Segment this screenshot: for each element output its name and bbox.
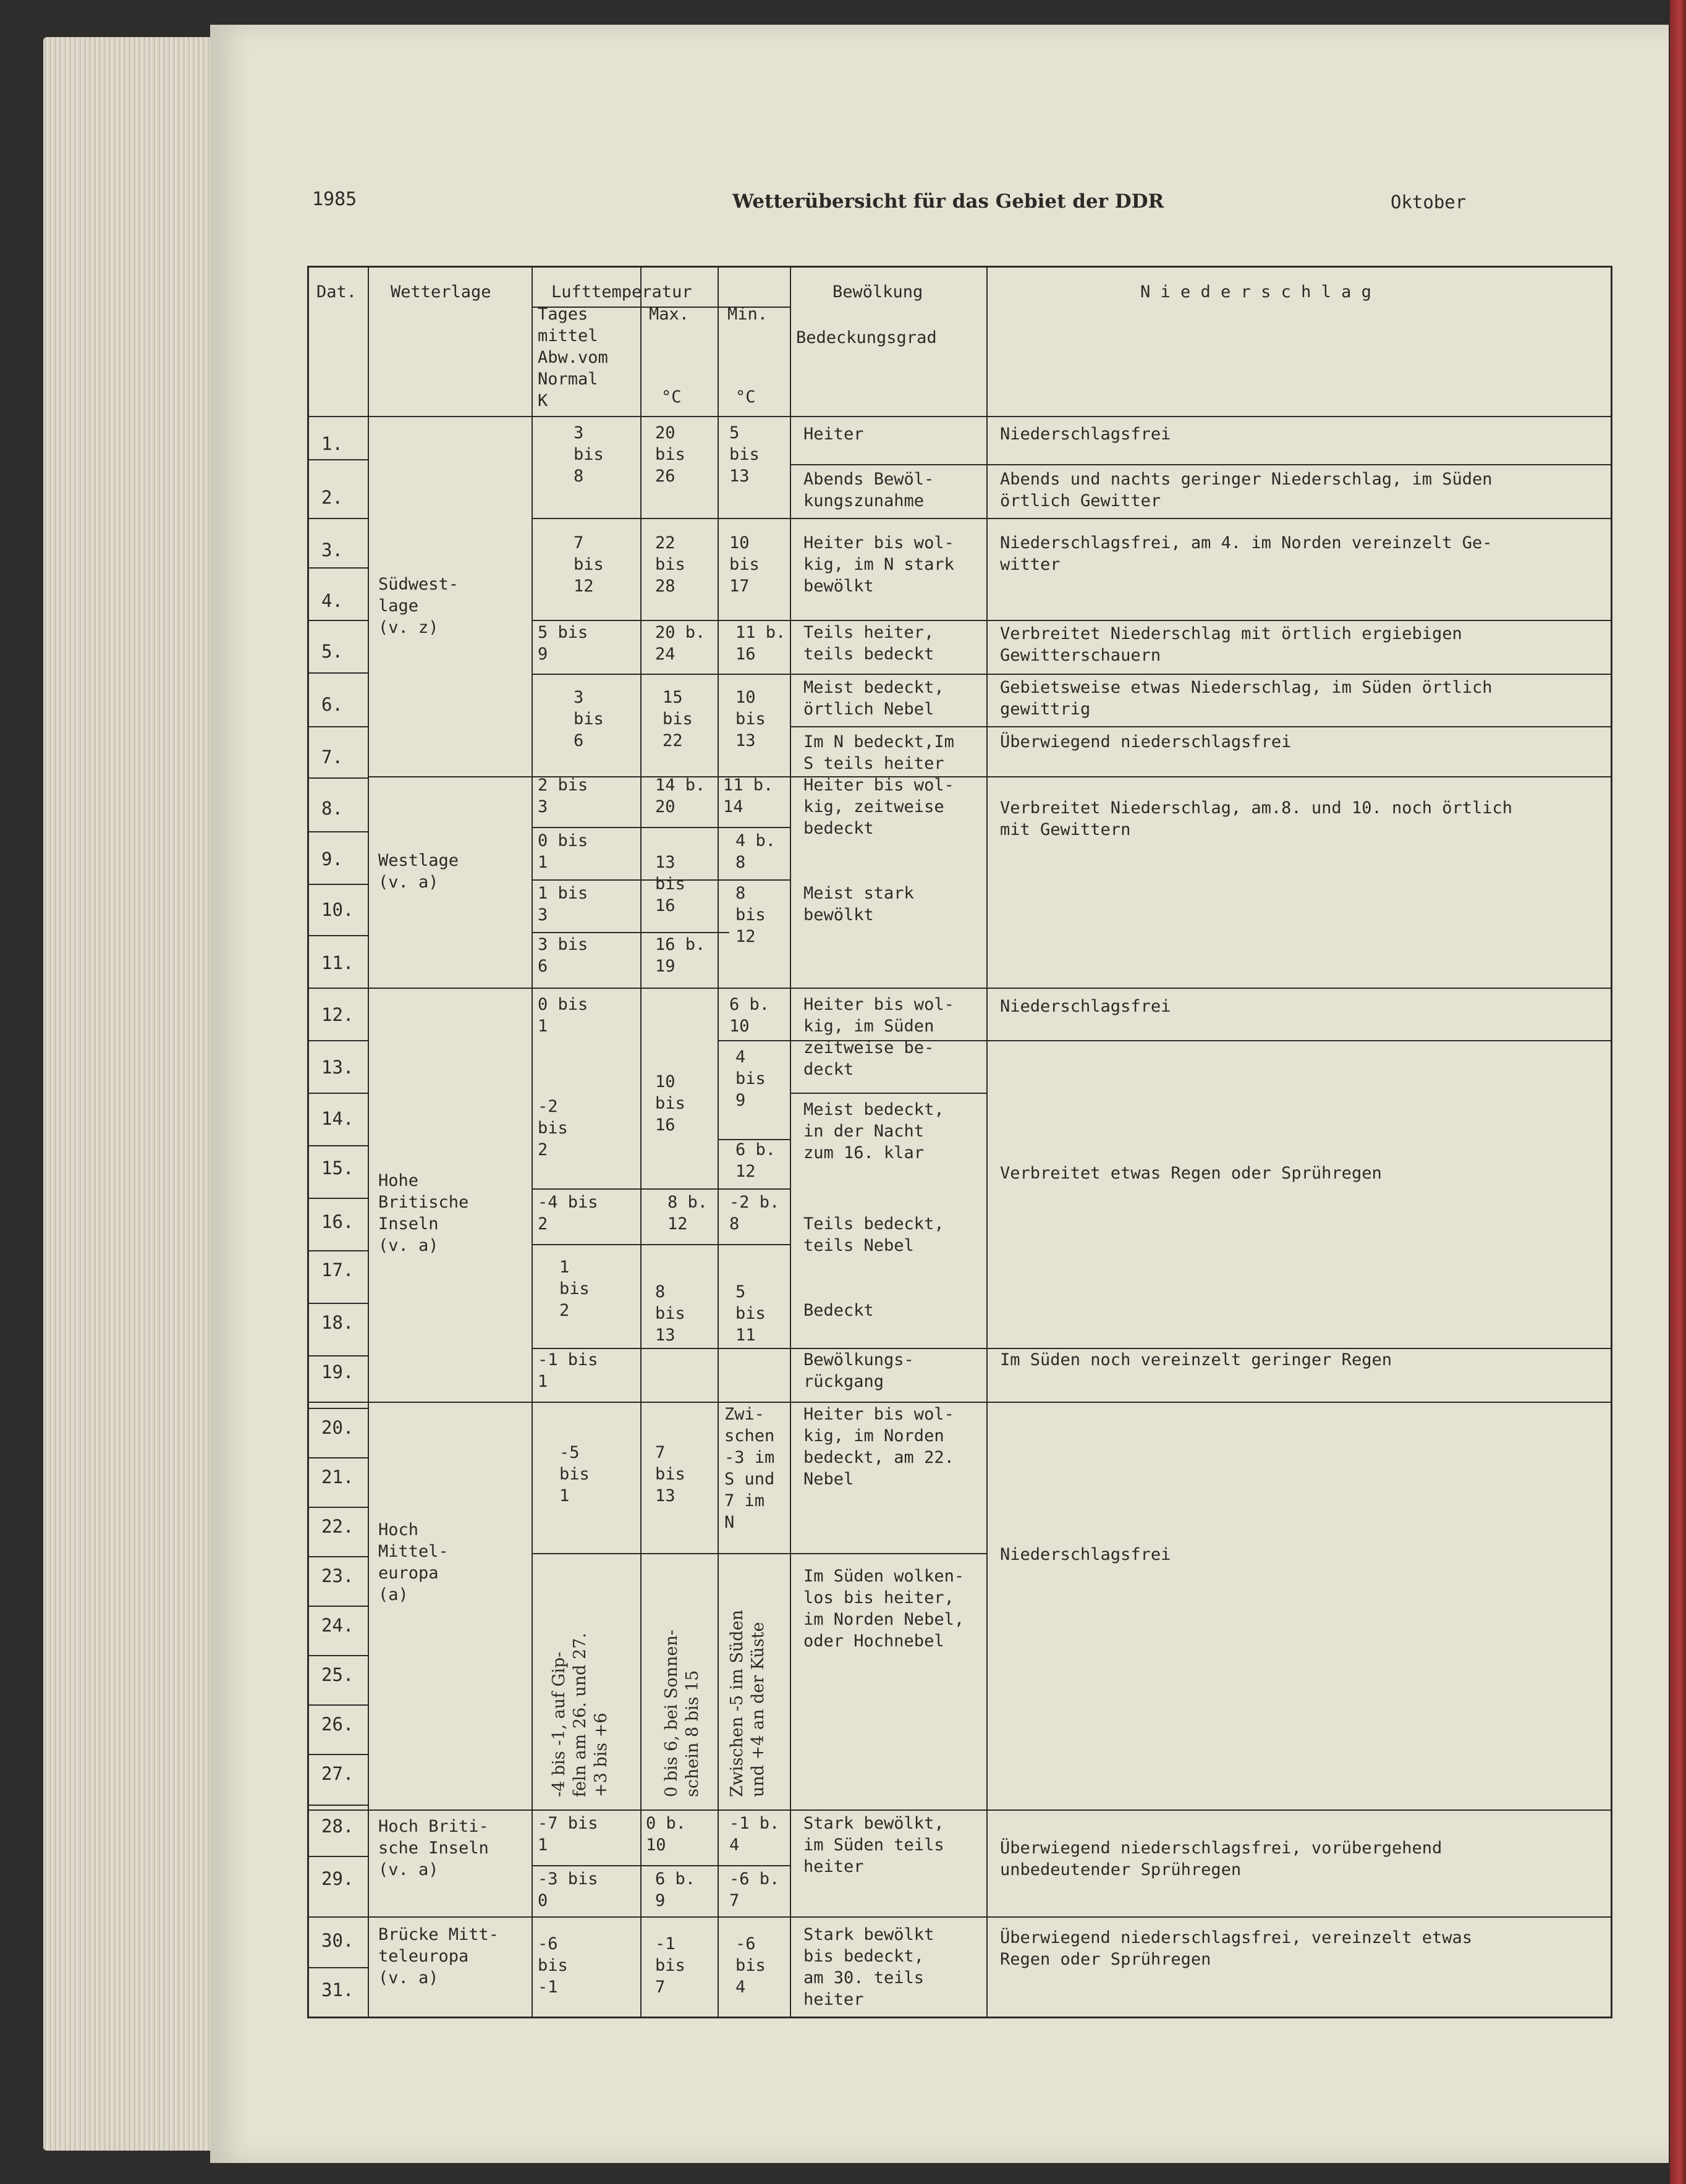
max-cell: 13 bis 16 [655, 853, 685, 915]
max-rotated: 0 bis 6, bei Sonnen- schein 8 bis 15 [662, 1630, 702, 1797]
max-cell: 6 b. 9 [655, 1869, 696, 1910]
niederschlag-cell: Abends und nachts geringer Niederschlag, im Süden örtlich Gewitter [1000, 470, 1493, 510]
date-cell: 3. [321, 540, 343, 561]
date-cell: 2. [321, 487, 343, 508]
max-cell: -1 bis 7 [655, 1934, 685, 1997]
niederschlag-cell: Im Süden noch vereinzelt geringer Regen [1000, 1350, 1392, 1369]
page-year: 1985 [312, 188, 357, 210]
col-lufttemperatur: Lufttemperatur [551, 282, 692, 302]
tagesmittel-cell: -3 bis 0 [538, 1869, 598, 1910]
tagesmittel-cell: 3 bis 8 [574, 423, 604, 486]
niederschlag-cell: Verbreitet Niederschlag mit örtlich ergiebigen Gewitterschauern [1000, 624, 1462, 665]
bewoelkung-cell: Bewölkungs- rückgang [803, 1350, 914, 1391]
niederschlag-cell: Verbreitet etwas Regen oder Sprühregen [1000, 1164, 1382, 1183]
wetterlage-cell: Südwest- lage (v. z) [378, 575, 459, 637]
tagesmittel-cell: 3 bis 6 [574, 688, 604, 750]
date-cell: 23. [321, 1565, 354, 1586]
max-cell: 14 b. 20 [655, 776, 706, 816]
date-cell: 5. [321, 641, 343, 662]
min-cell: 6 b. 12 [735, 1140, 776, 1181]
niederschlag-cell: Gebietsweise etwas Niederschlag, im Süden örtlich gewittrig [1000, 678, 1493, 719]
col-bedeckungsgrad: Bedeckungsgrad [796, 328, 937, 347]
max-cell: 16 b. 19 [655, 935, 706, 976]
min-cell: 11 b. 16 [735, 623, 786, 664]
date-cell: 1. [321, 433, 343, 454]
col-bewoelkung: Bewölkung [832, 282, 923, 302]
book-page-edges [43, 37, 216, 2151]
date-cell: 12. [321, 1004, 354, 1025]
min-cell: 10 bis 13 [735, 688, 766, 750]
bewoelkung-cell: Heiter bis wol- kig, im Norden bedeckt, am 22. Nebel [803, 1405, 954, 1489]
date-cell: 17. [321, 1259, 354, 1280]
bewoelkung-cell: Teils bedeckt, teils Nebel [803, 1214, 944, 1255]
bewoelkung-cell: Im N bedeckt,Im S teils heiter [803, 732, 954, 773]
date-cell: 24. [321, 1615, 354, 1636]
tagesmittel-cell: 0 bis 1 [538, 831, 588, 872]
tagesmittel-cell: -5 bis 1 [559, 1443, 590, 1505]
wetterlage-cell: Hoch Briti- sche Inseln (v. a) [378, 1817, 489, 1879]
min-cell: 11 b. 14 [723, 776, 774, 816]
col-min: Min. [727, 305, 768, 324]
niederschlag-cell: Niederschlagsfrei, am 4. im Norden vereinzelt Ge- witter [1000, 533, 1493, 574]
date-cell: 4. [321, 590, 343, 611]
bewoelkung-cell: Heiter bis wol- kig, zeitweise bedeckt [803, 776, 954, 838]
tagesmittel-cell: -2 bis 2 [538, 1097, 568, 1159]
min-cell: 6 b. 10 [729, 995, 770, 1036]
page-month: Oktober [1391, 192, 1467, 213]
page-title: Wetterübersicht für das Gebiet der DDR [732, 190, 1164, 213]
min-cell: Zwi- schen -3 im S und 7 im N [724, 1405, 775, 1532]
max-cell: 8 bis 13 [655, 1282, 685, 1345]
date-cell: 16. [321, 1211, 354, 1232]
tagesmittel-cell: -1 bis 1 [538, 1350, 598, 1391]
niederschlag-cell: Überwiegend niederschlagsfrei [1000, 732, 1292, 751]
date-cell: 7. [321, 747, 343, 768]
date-cell: 9. [321, 849, 343, 870]
tagesmittel-cell: -7 bis 1 [538, 1814, 598, 1855]
bewoelkung-cell: Bedeckt [803, 1301, 874, 1320]
tagesmittel-cell: 2 bis 3 [538, 776, 588, 816]
min-cell: 5 bis 13 [729, 423, 760, 486]
bewoelkung-cell: Heiter bis wol- kig, im Süden zeitweise be- deckt [803, 995, 954, 1079]
unit-min: °C [735, 387, 756, 407]
book-cover-edge [1670, 0, 1686, 2184]
niederschlag-cell: Überwiegend niederschlagsfrei, vereinzelt etwas Regen oder Sprühregen [1000, 1928, 1473, 1969]
bewoelkung-cell: Teils heiter, teils bedeckt [803, 623, 934, 664]
date-cell: 6. [321, 694, 343, 715]
max-cell: 8 b. 12 [667, 1193, 708, 1234]
niederschlag-cell: Niederschlagsfrei [1000, 425, 1171, 444]
bewoelkung-cell: Stark bewölkt bis bedeckt, am 30. teils heiter [803, 1925, 934, 2009]
min-cell: 5 bis 11 [735, 1282, 766, 1345]
bewoelkung-cell: Meist bedeckt, örtlich Nebel [803, 678, 944, 719]
bewoelkung-cell: Im Süden wolken- los bis heiter, im Norden Nebel, oder Hochnebel [803, 1567, 965, 1651]
date-cell: 26. [321, 1714, 354, 1735]
tagesmittel-cell: 1 bis 3 [538, 884, 588, 925]
tagesmittel-cell: 1 bis 2 [559, 1258, 590, 1320]
niederschlag-cell: Niederschlagsfrei [1000, 997, 1171, 1016]
wetterlage-cell: Hoch Mittel- europa (a) [378, 1520, 449, 1604]
date-cell: 28. [321, 1816, 354, 1837]
wetterlage-cell: Westlage (v. a) [378, 851, 459, 892]
max-cell: 0 b. 10 [646, 1814, 687, 1855]
tagesmittel-cell: 7 bis 12 [574, 533, 604, 596]
weather-table [307, 266, 1612, 2018]
date-cell: 11. [321, 952, 354, 973]
col-tagesmittel: Tages mittel Abw.vom Normal K [538, 305, 608, 410]
col-niederschlag: N i e d e r s c h l a g [1140, 282, 1371, 302]
date-cell: 25. [321, 1664, 354, 1685]
bewoelkung-cell: Abends Bewöl- kungszunahme [803, 470, 934, 510]
date-cell: 20. [321, 1417, 354, 1438]
tagesmittel-cell: -6 bis -1 [538, 1934, 568, 1997]
date-cell: 8. [321, 798, 343, 819]
date-cell: 13. [321, 1057, 354, 1078]
col-dat: Dat. [316, 282, 357, 302]
date-cell: 29. [321, 1868, 354, 1889]
wetterlage-cell: Hohe Britische Inseln (v. a) [378, 1171, 469, 1255]
bewoelkung-cell: Meist bedeckt, in der Nacht zum 16. klar [803, 1100, 944, 1162]
tagesmittel-rotated: -4 bis -1, auf Gip- feln am 26. und 27. +3 bis +6 [549, 1633, 611, 1797]
date-cell: 18. [321, 1312, 354, 1333]
min-rotated: Zwischen -5 im Süden und +4 an der Küste [727, 1609, 768, 1797]
col-max: Max. [649, 305, 690, 324]
bewoelkung-cell: Meist stark bewölkt [803, 884, 914, 925]
max-cell: 10 bis 16 [655, 1072, 685, 1135]
date-cell: 10. [321, 899, 354, 920]
bewoelkung-cell: Heiter bis wol- kig, im N stark bewölkt [803, 533, 954, 596]
date-cell: 19. [321, 1361, 354, 1382]
max-cell: 20 b. 24 [655, 623, 706, 664]
col-wetterlage: Wetterlage [391, 282, 491, 302]
max-cell: 7 bis 13 [655, 1443, 685, 1505]
niederschlag-cell: Niederschlagsfrei [1000, 1545, 1171, 1564]
wetterlage-cell: Brücke Mitt- teleuropa (v. a) [378, 1925, 499, 1987]
niederschlag-cell: Verbreitet Niederschlag, am.8. und 10. noch örtlich mit Gewittern [1000, 798, 1513, 839]
unit-max: °C [661, 387, 682, 407]
date-cell: 27. [321, 1763, 354, 1784]
max-cell: 22 bis 28 [655, 533, 685, 596]
date-cell: 15. [321, 1158, 354, 1179]
max-cell: 15 bis 22 [663, 688, 693, 750]
min-cell: 4 b. 8 [735, 831, 776, 872]
min-cell: -1 b. 4 [729, 1814, 780, 1855]
bewoelkung-cell: Heiter [803, 425, 864, 444]
date-cell: 31. [321, 1979, 354, 2000]
tagesmittel-cell: 5 bis 9 [538, 623, 588, 664]
min-cell: -6 b. 7 [729, 1869, 780, 1910]
min-cell: 8 bis 12 [735, 884, 766, 946]
date-cell: 21. [321, 1467, 354, 1488]
tagesmittel-cell: 3 bis 6 [538, 935, 588, 976]
tagesmittel-cell: 0 bis 1 [538, 995, 588, 1036]
niederschlag-cell: Überwiegend niederschlagsfrei, vorübergehend unbedeutender Sprühregen [1000, 1839, 1442, 1879]
min-cell: 10 bis 17 [729, 533, 760, 596]
date-cell: 14. [321, 1108, 354, 1129]
max-cell: 20 bis 26 [655, 423, 685, 486]
tagesmittel-cell: -4 bis 2 [538, 1193, 598, 1234]
date-cell: 22. [321, 1516, 354, 1537]
min-cell: -2 b. 8 [729, 1193, 780, 1234]
date-cell: 30. [321, 1930, 354, 1951]
min-cell: 4 bis 9 [735, 1048, 766, 1110]
min-cell: -6 bis 4 [735, 1934, 766, 1997]
bewoelkung-cell: Stark bewölkt, im Süden teils heiter [803, 1814, 944, 1876]
